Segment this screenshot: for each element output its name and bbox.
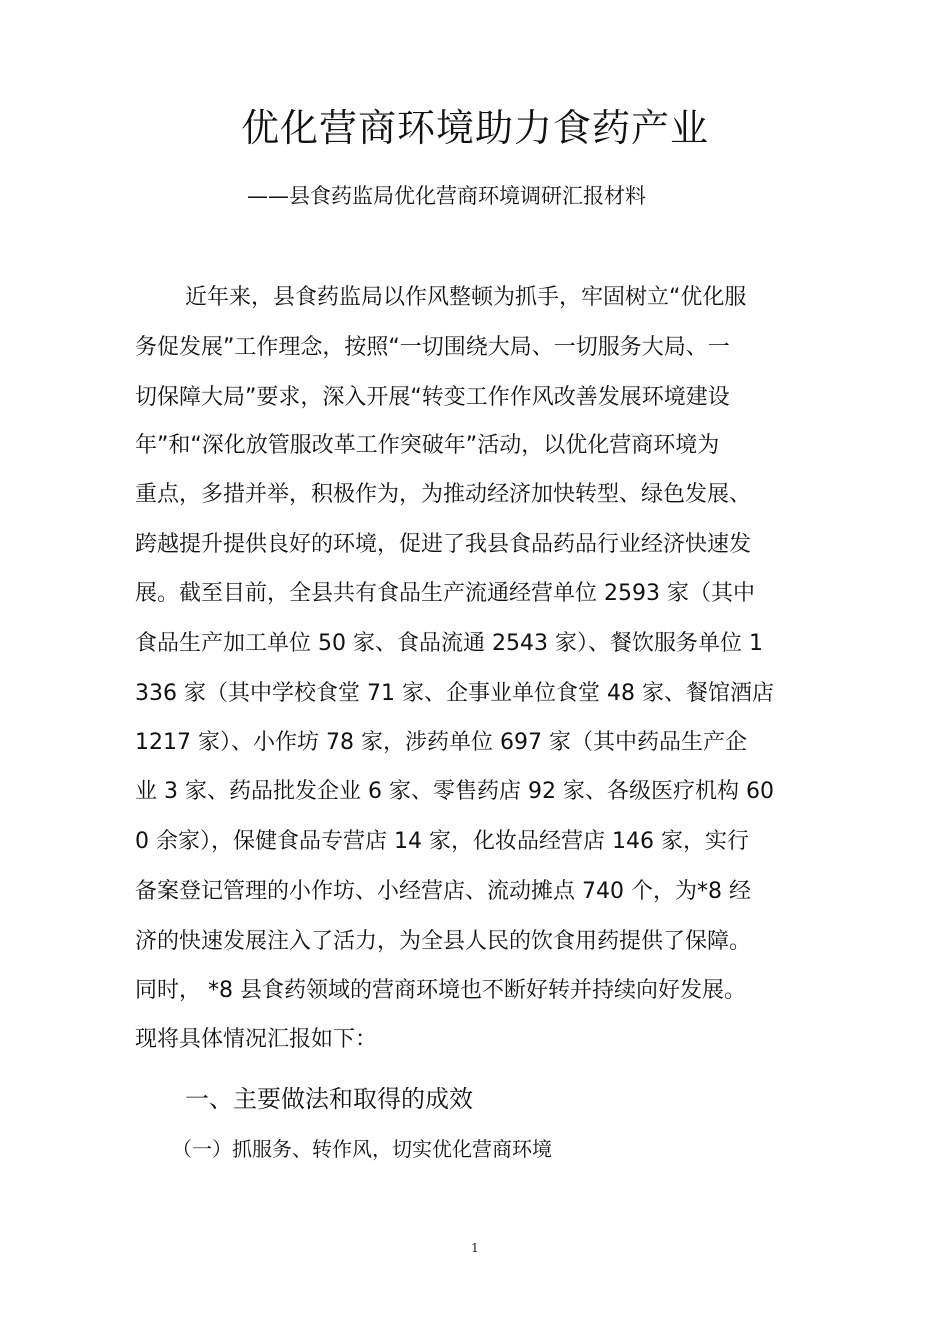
document-title: 优化营商环境助力食药产业 <box>240 106 709 150</box>
page-number: 1 <box>471 1241 479 1255</box>
paragraph-line: 0 余家），保健食品专营店 14 家，化妆品经营店 146 家，实行 <box>135 829 749 854</box>
paragraph-line: 跨越提升提供良好的环境，促进了我县食品药品行业经济快速发 <box>135 532 752 557</box>
paragraph-line: 重点，多措并举，积极作为，为推动经济加快转型、绿色发展、 <box>135 482 752 507</box>
paragraph-line: 展。截至目前，全县共有食品生产流通经营单位 2593 家（其中 <box>135 581 755 606</box>
paragraph-line: 务促发展”工作理念，按照“一切围绕大局、一切服务大局、一 <box>135 335 730 360</box>
paragraph-line: 切保障大局”要求，深入开展“转变工作作风改善发展环境建设 <box>135 385 730 410</box>
subsection-heading: （一）抓服务、转作风，切实优化营商环境 <box>172 1137 552 1161</box>
paragraph-line: 济的快速发展注入了活力，为全县人民的饮食用药提供了保障。 <box>135 929 752 954</box>
document-subtitle: ——县食药监局优化营商环境调研汇报材料 <box>247 184 646 208</box>
paragraph-line: 现将具体情况汇报如下： <box>135 1027 378 1052</box>
paragraph-line: 食品生产加工单位 50 家、食品流通 2543 家）、餐饮服务单位 1 <box>135 631 763 656</box>
paragraph-line: 1217 家）、小作坊 78 家，涉药单位 697 家（其中药品生产企 <box>135 730 747 755</box>
paragraph-line: 年”和“深化放管服改革工作突破年”活动，以优化营商环境为 <box>135 433 720 458</box>
section-heading: 一、主要做法和取得的成效 <box>185 1085 473 1113</box>
paragraph-line: 备案登记管理的小作坊、小经营店、流动摊点 740 个，为*8 经 <box>135 879 751 904</box>
paragraph-line: 近年来，县食药监局以作风整顿为抓手，牢固树立“优化服 <box>185 285 747 310</box>
paragraph-line: 业 3 家、药品批发企业 6 家、零售药店 92 家、各级医疗机构 60 <box>135 779 774 804</box>
paragraph-line: 同时， *8 县食药领域的营商环境也不断好转并持续向好发展。 <box>135 978 746 1003</box>
paragraph-line: 336 家（其中学校食堂 71 家、企事业单位食堂 48 家、餐馆酒店 <box>135 681 774 706</box>
